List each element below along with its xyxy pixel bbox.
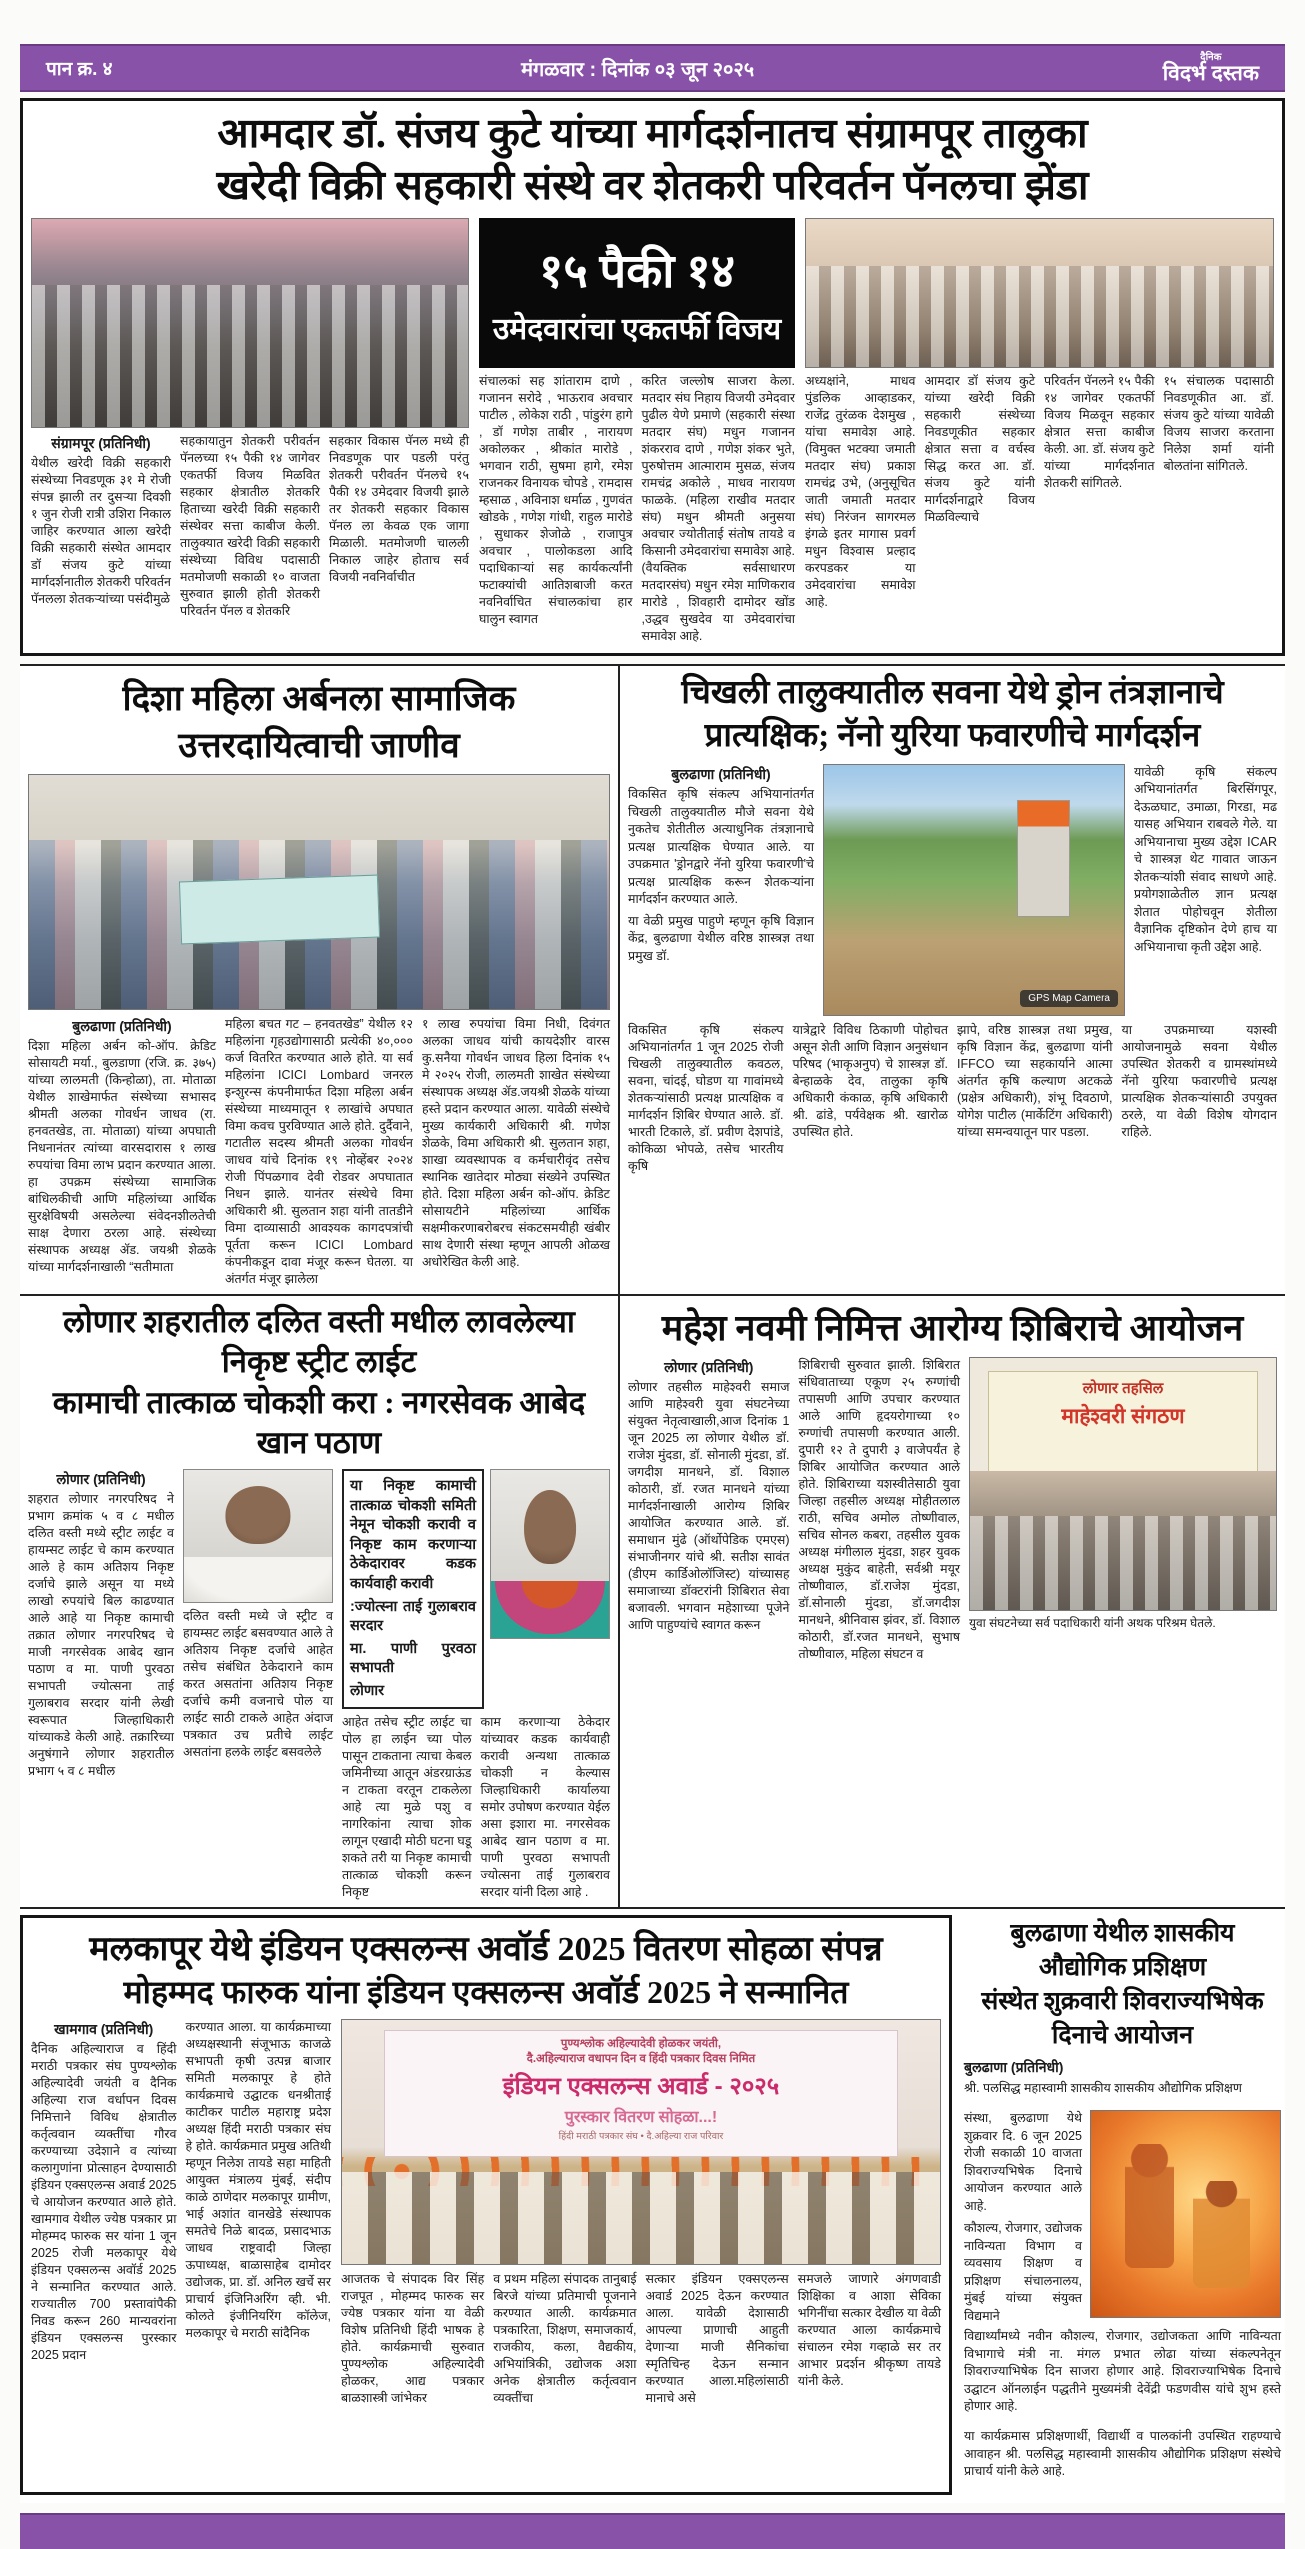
body-text: संस्था, बुलढाणा येथे शुक्रवार दि. 6 जून 2025 रोजी सकाळी 10 वाजता शिवराज्यभिषेक दिनाचे आयोजन करण्यात आले आहे. [964,2111,1082,2213]
body-column: अध्यक्षांने, माधव पुंडलिक आव्हाडकर, राजेंद्र तुरंळक देशमुख , यांचा समावेश आहे. (विमुक्त भटक्या जमाती मतदार संघ) प्रकाश रामचंद्र उभे, (अनुसूचित जाती जमाती मतदार संघ) निरंजन सागरमल इंगळे इतर मागास प्रवर्ग मधुन विश्वास प्रल्हाद करपडकर या उमेदवारांचा समावेश आहे. [805,373,916,609]
body-column: परिवर्तन पॅनलने १५ पैकी १४ जागेवर एकतर्फी विजय मिळवून सहकार क्षेत्रात सत्ता काबीज केली. आ. डॉ. संजय कुटे यांच्या मार्गदर्शनात शेतकरी सांगितले. [1044,373,1155,490]
body-text: दैनिक अहिल्याराज व हिंदी मराठी पत्रकार संघ पुण्यश्लोक अहिल्यादेवी जयंती व दैनिक अहिल्या राज वर्धापन दिवस निमित्ताने विविध क्षेत्रातील कर्तृत्ववान व्यक्तींचा गौरव करण्याच्या उदेशाने व त्यांच्या कलागुणांना प्रोत्साहन देण्यासाठी इंडियन एक्सएलन्स अवार्ड 2025 चे आयोजन करण्यात आले होते. खामगाव येथील ज्येष्ठ पत्रकार प्रा मोहम्मद फारुक सर यांना 1 जून 2025 रोजी मलकापूर येथे इंडियन एक्सलन्स अवॉर्ड 2025 ने सन्मानित करण्यात आले. राज्यातील 700 प्रस्तावांपैकी निवड करून 260 मान्यवरांना इंडियन एक्सलन्स पुरस्कार 2025 प्रदान [31,2042,177,2363]
article-street-light-complaint [20,1296,620,1907]
portrait-body [184,1557,332,1602]
page-number: पान क्र. ४ [46,59,113,80]
masthead [20,44,1285,92]
result-line2: उमेदवारांचा एकतर्फी विजय [492,313,782,347]
portrait-body [491,1581,609,1638]
body-column: १ लाख रुपयांचा विमा निधी, दिवंगत अलका जाधव यांची कायदेशीर वारस कु.सनैया गोवर्धन जाधव हिला दिनांक १५ मे २०२५ रोजी, लालमती शाखेत संस्थेच्या संस्थापक अध्यक्ष ॲड.जयश्री शेळके यांच्या हस्ते प्रदान करण्यात आला. यावेळी संस्थेचे मुख्य कार्यकारी अधिकारी श्री. गणेश शेळके, विमा अधिकारी श्री. सुलतान शहा, शाखा व्यवस्थापक व कर्मचारीवृंद तसेच स्थानिक खातेदार मोठ्या संख्येने उपस्थित होते. दिशा महिला अर्बन को-ऑप. क्रेडिट सोसायटीने महिलांच्या आर्थिक सक्षमीकरणाबरोबरच संकटसमयीही खंबीर साथ देणारी संस्था म्हणून आपली ओळख अधोरेखित केली आहे. [422,1016,610,1269]
article7-headline [964,1917,1281,2052]
article3-right-column: यावेळी कृषि संकल्प अभियानांतर्गत बिरसिंगपूर, देऊळघाट, उमाळा, गिरडा, मढ यासह अभियान राबवले गेले. या अभियानाचा मुख्य उद्देश ICAR चे शास्त्रज्ञ थेट गावात जाऊन शेतकऱ्यांशी संवाद साधणे आहे. प्रयोगशाळेतील ज्ञान प्रत्यक्ष शेतात पोहोचवून शेतीला वैज्ञानिक दृष्टिकोन देणे हाच या अभियानाचा कृती उद्देश आहे. [1134,764,1277,954]
body-text: विद्यार्थ्यांमध्ये नवीन कौशल्य, रोजगार, उद्योजकता आणि नाविन्यता विभागाचे मंत्री ना. मंगल प्रभात लोढा यांच्या संकल्पनेतून शिवराज्याभिषेक दिन साजरा होणार आहे. शिवराज्याभिषेक दिनाचे उद्घाटन ऑनलाईन पद्धतीने मुख्यमंत्री देवेंद्री फडणवीस यांचे शुभ हस्ते होणार आहे. [964,2329,1281,2414]
article1-center-columns [479,373,795,645]
body-column: झापे, वरिष्ठ शास्त्रज्ञ तथा प्रमुख, कृषि विज्ञान केंद्र, बुलढाणा यांनी IFFCO च्या सहकार्याने आत्मा अंतर्गत कृषि कल्याण अटकळे (प्रक्षेत्र अधिकारी), शंभू दिवठाणे, योगेश पाटील (मार्केटिंग अधिकारी) यांच्या समन्वयातून पार पडला. [957,1022,1113,1139]
brand-daily-label: दैनिक [1200,51,1222,63]
issue-date: मंगळवार : दिनांक ०३ जून २०२५ [521,58,755,81]
body-column: सहकार विकास पॅनल मध्ये ही निवडणूक पार पडली परंतु शेतकरी परीवर्तन पॅनलचे १५ पैकी १४ उमेदवार विजयी झाले तर शेतकरी सहकार विकास पॅनल ला केवळ एक जागा मिळाली. मतमोजणी चालली निकाल जाहेर होताच सर्व विजयी नवनिर्वाचीत [329,433,469,584]
photo-cheque-presentation [28,774,610,1010]
article2-dateline: बुलढाणा (प्रतिनिधी) [72,1017,172,1034]
photo-crowd-dusk [31,218,469,428]
footer-bar [20,2513,1285,2549]
article1-left-columns [31,433,469,620]
article4-bottom-columns [342,1714,610,1901]
article4-dateline: लोणार (प्रतिनिधी) [56,1471,146,1488]
quote-box [342,1469,484,1709]
banner-subtitle: पुरस्कार वितरण सोहळा...! [564,2109,718,2127]
article1-left-zone [31,218,469,645]
body-column [964,2110,1082,2325]
quote-author: :ज्योत्स्ना ताई गुलाबराव सरदार [350,1598,476,1635]
photo-victory-celebration [805,218,1274,368]
article5-dateline: लोणार (प्रतिनिधी) [664,1358,754,1375]
result-highlight-box [479,218,795,368]
photo-maheshwari-camp [969,1357,1277,1611]
body-column: विकसित कृषि संकल्प अभियानांतर्गत 1 जून 2025 रोजी चिखली तालुक्यातील कवठल, सवना, चांदई, घोडण या गावांमध्ये शेतकऱ्यांसाठी प्रत्यक्ष प्रात्यक्षिक व मार्गदर्शन शिबिर घेण्यात आले. डॉ. भारती टिकाले, डॉ. प्रवीण देशपांडे, कोकिळा भोपळे, तसेच भारतीय कृषि [628,1022,784,1173]
body-column [31,433,171,620]
article4-right-block [342,1469,610,1901]
body-text: या वेळी प्रमुख पाहुणे म्हणून कृषि विज्ञान केंद्र, बुलढाणा येथील वरिष्ठ शास्त्रज्ञ तथा प्रमुख डॉ. [628,913,814,963]
photo-people-band [970,1471,1276,1610]
article7-headline-line2: संस्थेत शुक्रवारी शिवराज्यभिषेक दिनाचे आयोजन [981,1987,1264,2049]
body-column [28,1016,216,1288]
camp-banner [988,1371,1257,1477]
photo-award-dais [341,2019,941,2265]
body-column: व प्रथम महिला संपादक तानुबाई बिरजे यांच्या प्रतिमाची पूजनाने करण्यात आली. कार्यक्रमात पत्रकारिता, शिक्षण, समाजकार्य, राजकीय, कला, वैद्यकीय, अभियांत्रिकी, उद्योजक अशा अनेक क्षेत्रातील कर्तृत्ववान व्यक्तींचा [493,2272,637,2406]
body-column: आमदार डॉ संजय कुटे यांच्या खरेदी विक्री सहकारी संस्थेच्या निवडणूकीत सहकार क्षेत्रात सत्ता व वर्चस्व सिद्ध करत आ. डॉ. संजय कुटे यांनी मार्गदर्शनाद्वारे विजय मिळविल्याचे [924,373,1035,524]
body-column: करित जल्लोष साजरा केला. मतदार संघ निहाय विजयी उमेदवार पुढील येणे प्रमाणे (सहकारी संस्था मतदार संघ) मधुन गजानन शंकरराव दाणे , गणेश शंकर भुते, पुरुषोत्तम आत्माराम मुसळ, संजय रामचंद्र अकोले , माधव नारायण फाळके. (महिला राखीव मतदार संघ) मधुन श्रीमती अनुसया अवचार ज्योतीताई संतोष तायडे व किसानी उमेदवारांचा समावेश आहे. (वैयक्तिक सर्वसाधारण मतदारसंघ) मधुन रमेश माणिकराव मारोडे , शिवहारी दामोदर खोंड ,उद्धव सुखदेव या उमेदवारांचा समावेश आहे. [641,373,795,643]
article6-left-columns [31,2019,331,2407]
article4-quote-row [342,1469,610,1709]
article-disha-mahila [20,666,620,1294]
body-text: श्री. पलसिद्ध महास्वामी शासकीय शासकीय औद्योगिक प्रशिक्षण [964,2081,1242,2096]
body-column: शिबिराची सुरुवात झाली. शिबिरात संधिवाताच्या एकूण २५ रुग्णांची तपासणी आणि उपचार करण्यात आले आणि हृदयरोगाच्या १० रुग्णांची तपासणी करण्यात आली. दुपारी १२ ते दुपारी ३ वाजेपर्यंत हे शिबिर आयोजित करण्यात आले होते. शिबिराच्या यशस्वीतेसाठी युवा जिल्हा तहसील अध्यक्ष मोहीतलाल राठी, सचिव अमोल तोष्णीवाल, सचिव सोनल कबरा, तहसील युवक अध्यक्ष मंगीलाल मुंदडा, शहर युवक अध्यक्ष मुकुंद बाहेती, सर्वश्री मयूर तोष्णीवाल, डॉ.राजेश मुंदडा, डॉ.सोनाली मुंदडा, डॉ.जगदीश मानधने, श्रीनिवास झंवर, डॉ. विशाल कोठारी, डॉ.रजत मानधने, सुभाष तोष्णीवाल, महिला संघटन व [798,1357,960,1661]
article3-bottom-columns [628,1022,1277,1175]
quote-author-title: मा. पाणी पुरवठा सभापती [350,1640,476,1677]
row-2 [20,664,1285,1296]
article2-columns [28,1016,610,1288]
article1-headline-line2: खरेदी विक्री सहकारी संस्थे वर शेतकरी परिवर्तन पॅनलचा झेंडा [216,162,1089,209]
body-column: यात्रेद्वारे विविध ठिकाणी पोहोचत असून शेती आणि विज्ञान अनुसंधान परिषद (भाकृअनुप) चे शास्त्रज्ञ डॉ. बेन्हाळके देव, तालुका कृषि अधिकारी कंकाळ, कृषि अधिकारी श्री. ढांडे, पर्यवेक्षक श्री. खारोळ उपस्थित होते. [792,1022,948,1139]
article6-right-block [341,2019,941,2407]
banner-title: इंडियन एक्सलन्स अवार्ड - २०२५ [502,2073,780,2101]
body-column: दलित वस्ती मध्ये जे स्ट्रीट व हायम्सट लाईट बसवण्यात आले ते अतिशय निकृष्ट दर्जाचे आहेत तसेच संबंधित ठेकेदाराने काम करत असतांना अतिशय निकृष्ट दर्जाचे कमी वजनाचे पोल या लाईट साठी टाकले आहेत अंदाज पत्रकात उच प्रतीचे लाईट असतांना हलके लाईट बसवलेले [183,1609,333,1760]
body-text: दिशा महिला अर्बन को-ऑप. क्रेडिट सोसायटी मर्या., बुलडाणा (रजि. क्र. ३७५) यांच्या लालमती (किन्होळा), ता. मोताळा येथील शाखेमार्फत संस्थेच्या सभासद श्रीमती अलका गोवर्धन जाधव (रा. हनवतखेड, ता. मोताळा) यांच्या अपघाती निधनानंतर त्यांच्या वारसदारास १ लाख रुपयांचा विमा लाभ प्रदान करण्यात आला. हा उपक्रम संस्थेच्या सामाजिक बांधिलकीची आणि महिलांच्या आर्थिक सुरक्षेविषयी असलेल्या संवेदनशीलतेची साक्ष देणारा ठरला आहे. संस्थेच्या संस्थापक अध्यक्ष ॲड. जयश्री शेळके यांच्या मार्गदर्शनाखाली “सतीमाता [28,1038,216,1274]
article4-headline [28,1302,610,1463]
article6-headline-line1: मलकापूर येथे इंडियन एक्सलन्स अवॉर्ड 2025 वितरण सोहळा संपन्न [89,1931,883,1969]
body-column [628,1357,790,1663]
article7-dateline: बुलढाणा (प्रतिनिधी) [964,2059,1064,2076]
banner-line1: पुण्यश्लोक अहिल्यादेवी होळकर जयंती, [560,2038,722,2051]
article2-headline: दिशा महिला अर्बनला सामाजिक उत्तरदायित्वाची जाणीव [122,678,516,765]
body-column: महिला बचत गट – हनवतखेड” येथील १२ महिलांना गृहउद्योगासाठी प्रत्येकी ४०,००० कर्ज वितरित करण्यात आले होते. या सर्व महिलांना ICICI Lombard जनरल इन्शुरन्स कंपनीमार्फत दिशा महिला अर्बन संस्थेच्या माध्यमातून १ लाखांचे अपघात विमा कवच पुरविण्यात आले होते. दुर्दैवाने, गटातील सदस्य श्रीमती अलका गोवर्धन जाधव यांचे दिनांक १९ नोव्हेंबर २०२४ रोजी पिंपळगाव देवी रोडवर अपघातात निधन झाले. यानंतर संस्थेचे विमा अधिकारी श्री. सुलतान शहा यांनी तातडीने विमा दाव्यासाठी आवश्यक कागदपत्रांची पूर्तता करून ICICI Lombard कंपनीकडून दावा मंजूर करून घेतला. या अंतर्गत मंजूर झालेला [225,1016,413,1286]
body-column [31,2019,177,2407]
photo-field-drone-demo [823,764,1125,1016]
article-indian-excellence-award [20,1915,952,2495]
article6-bottom-columns [341,2271,941,2407]
body-text: लोणार तहसील माहेश्वरी समाज आणि माहेश्वरी युवा संघटनेच्या संयुक्त नेतृत्वाखाली,आज दिनांक 1 जून 2025 ला लोणार येथील डॉ. राजेश मुंदडा, डॉ. सोनाली मुंदडा, डॉ. जगदीश मानधने, डॉ. विशाल कोठारी, डॉ. रजत मानधने यांच्या मार्गदर्शनाखाली आरोग्य शिबिर आयोजित करण्यात आले. डॉ. समाधान मुंढे (ऑर्थोपेडिक एमएस) संभाजीनगर यांचे श्री. सतीश सावंत (डीएम कार्डिओलॉजिस्ट) यांच्यासह समाजाच्या डॉक्टरांनी शिबिरात सेवा बजावली. भगवान महेशाच्या पूजेने आणि पाहुण्यांचे स्वागत करून [628,1379,790,1632]
photo-caption: युवा संघटनेच्या सर्व पदाधिकारी यांनी अथक परिश्रम घेतले. [969,1615,1216,1630]
article3-headline [628,672,1277,758]
article6-headline-line2: मोहम्मद फारुक यांना इंडियन एक्सलन्स अवॉर्ड 2025 ने सन्मानित [123,1974,849,2011]
quote-author-place: लोणार [350,1682,385,1699]
cheque-prop [179,874,380,944]
article1-dateline: संग्रामपूर (प्रतिनिधी) [51,434,151,451]
article3-headline-line2: प्रात्यक्षिक; नॅनो युरिया फवारणीचे मार्गदर्शन [704,717,1201,754]
body-text: शहरात लोणार नगरपरिषद ने प्रभाग क्रमांक ५ व ८ मधील दलित वस्ती मध्ये स्ट्रीट लाईट व हायम्सट लाईट चे काम करण्यात आले हे काम अतिशय निकृष्ट दर्जाचे झाले असून या मध्ये लाखो रुपयांचे बिल काढण्यात आले आहे या निकृष्ट कामाची तक्रात लोणार नगरपरिषद चे माजी नगरसेवक आबेद खान पठाण व मा. पाणी पुरवठा सभापती ज्योत्सना ताई गुलाबराव सरदार यांनी लेखी स्वरूपात जिल्हाधिकारी यांच्याकडे केली आहे. तक्रारिच्या अनुषंगाने लोणार शहरातील प्रभाग ५ व ८ मधील [28,1492,174,1779]
newspaper-brand [1163,53,1259,84]
row-3 [20,1296,1285,1909]
award-banner [384,2030,898,2157]
banner-line2: दै.अहिल्याराज वधापन दिन व हिंदी पत्रकार दिवस निमित [526,2053,756,2066]
dais-table [342,2172,940,2265]
body-column: या उपक्रमाच्या यशस्वी आयोजनामुळे सवना येथील उपस्थित शेतकरी व ग्रामस्थांमध्ये नॅनो युरिया फवारणीचे प्रत्यक्ष प्रात्यक्षिक शेतकऱ्यांसाठी उपयुक्त ठरले, या वेळी विशेष योगदान राहिले. [1121,1022,1277,1139]
body-text: येथील खरेदी विक्री सहकारी संस्थेच्या निवडणूक ३१ मे रोजी संपन्न झाली तर दुसऱ्या दिवशी १ जुन रोजी रात्री उशिरा निकाल जाहिर करण्यात आला खरेदी विक्री सहकारी संस्थेत आमदार डॉ संजय कुटे यांच्या मार्गदर्शनातील शेतकरी परिवर्तन पॅनलला शेतकऱ्यांच्या पसंदीमुळे [31,455,171,606]
result-line1: १५ पैकी १४ [538,246,736,299]
gps-map-camera-badge: GPS Map Camera [1020,990,1118,1007]
body-column: करण्यात आला. या कार्यक्रमाच्या अध्यक्षस्थानी संजूभाऊ काजळे सभापती कृषी उत्पन्न बाजार समिती मलकापूर हे होते कार्यक्रमाचे उद्घाटक धनश्रीताई काटीकर पाटील महाराष्ट्र प्रदेश अध्यक्ष हिंदी मराठी पत्रकार संघ हे होते. कार्यक्रमात प्रमुख अतिथी म्हणून निलेश तायडे सहा माहिती आयुक्त मंत्रालय मुंबई, संदीप काळे ठाणेदार मलकापूर ग्रामीण, भाई अशांत वानखेडे संस्थापक समतेचे निळे बादळ, प्रसादभाऊ जाधव राष्ट्रवादी जिल्हा ऊपाध्यक्ष, बाळासाहेब दामोदर उद्योजक, प्रा. डॉ. अनिल खर्चे सर प्राचार्य इंजिनिअरिंग व्ही. भी. कोलते इंजीनियरिंग कॉलेज, मलकापूर चे मराठी सांदैनिक [185,2020,331,2341]
body-column [28,1469,174,1901]
article3-lead-column [628,764,814,1016]
body-column: १५ संचालक पदासाठी निवडणूकीत आ. डॉ. संजय कुटे यांच्या यावेळी विजय साजरा करताना निलेश शर्मा यांनी बोलतांना सांगितले. [1163,373,1274,473]
article1-center-zone [479,218,795,645]
body-column: आजतक चे संपादक विर सिंह राजपूत , मोहम्मद फारुक सर ज्येष्ठ पत्रकार यांना या वेळी विशेष प्रतिनिधी हिंदी भाषक हे होते. कार्यक्रमाची सुरुवात पुण्यश्लोक अहिल्यादेवी होळकर, आद्य पत्रकार बाळशास्त्री जांभेकर [341,2272,485,2406]
article5-headline: महेश नवमी निमित्त आरोग्य शिबिराचे आयोजन [661,1307,1244,1348]
quote-text: या निकृष्ट कामाची तात्काळ चोकशी समिती नेमून चोकशी करावी व निकृष्ट काम करणाऱ्या ठेकेदारावर कडक कार्यवाही करावी [350,1478,476,1592]
banner-line1: लोणार तहसिल [1082,1379,1164,1397]
article1-headline-line1: आमदार डॉ. संजय कुटे यांच्या मार्गदर्शनातच संग्रामपूर तालुका [217,110,1088,156]
article6-dateline: खामगाव (प्रतिनिधी) [54,2021,154,2038]
article-iti-shivrajyabhishek [960,1915,1285,2495]
figure-priest [1125,2144,1174,2268]
banner-footer: हिंदी मराठी पत्रकार संघ • दै.अहिल्या राज परिवार [558,2131,724,2143]
figure-shivaji [1193,2181,1250,2288]
article-drone-demo [620,666,1285,1294]
article3-dateline: बुलढाणा (प्रतिनिधी) [671,765,771,782]
body-column: काम करणाऱ्या ठेकेदार यांच्यावर कडक कार्यवाही करावी अन्यथा तात्काळ चोकशी न केल्यास जिल्हाधिकारी कार्यालया समोर उपोषण करण्यात येईल असा इशारा मा. नगरसेवक आबेद खान पठाण व मा. पाणी पुरवठा सभापती ज्योत्सना ताई गुलाबराव सरदार यांनी दिला आहे . [480,1715,610,1900]
article7-headline-line1: बुलढाणा येथील शासकीय औद्योगिक प्रशिक्षण [1010,1920,1235,1982]
portrait-abed-khan-pathan [183,1469,333,1603]
row-4 [20,1909,1285,2503]
building-in-photo [1017,800,1070,917]
portrait-head [225,1486,290,1544]
body-column: सहकायातुन शेतकरी परीवर्तन पॅनलच्या १५ पैकी १४ जागेवर एकतर्फी विजय मिळवित सहकार क्षेत्रातील शेतकरि हिताच्या खरेदी विक्री सहकारी संस्थेवर सत्ता काबीज केली. तालुक्यात खरेदी विक्री सहकारी संस्थेच्या विविध पदासाठी मतमोजणी सकाळी १० वाजता सुरुवात झाली होती शेतकरी परिवर्तन पॅनल व शेतकरि [180,433,320,618]
body-text: कौशल्य, रोजगार, उद्योजक नाविन्यता विभाग व व्यवसाय शिक्षण व प्रशिक्षण संचालनालय, मुंबई यांच्या संयुक्त विद्यमाने [964,2221,1082,2323]
body-text: विकसित कृषि संकल्प अभियानांतर्गत चिखली तालुक्यातील मौजे सवना येथे नुकतेच शेतीतील अत्याधुनिक तंत्रज्ञानाचे प्रत्यक्ष प्रात्यक्षिक घेण्यात आले. या उपक्रमात 'ड्रोनद्वारे नॅनो युरिया फवारणी'चे प्रत्यक्ष प्रात्यक्षिक करून शेतकऱ्यांना मार्गदर्शन करण्यात आले. [628,787,814,907]
article4-headline-line1: लोणार शहरातील दलित वस्ती मधील लावलेल्या निकृष्ट स्ट्रीट लाईट [63,1303,575,1380]
body-column: आहेत तसेच स्ट्रीट लाईट चा पोल हा लाईन च्या पोल पासून टाकताना त्याचा केबल जमिनीच्या आतून अंडरग्राऊंड न टाकता वरतून टाकलेला आहे त्या मुळे पशु व नागरिकांना त्याचा शोक लागून एखादी मोठी घटना घडू शकते तरी या निकृष्ट कामाची तात्काळ चोकशी करून निकृष्ट [342,1715,472,1900]
article4-headline-line2: कामाची तात्काळ चोकशी करा : नगरसेवक आबेद खान पठाण [52,1384,586,1460]
body-column: संचालकां सह शांताराम दाणे , गजानन सरोदे , भाऊराव अवचार पाटील , लोकेश राठी , पांडुरंग हागे , डॉ गणेश ताबीर , नारायण अकोलकर , श्रीकांत मारोडे , भगवान राठी, सुषमा हागे, रमेश राजनकर विनायक चोपडे , रामदास म्हसाळ , अविनाश धर्माळ , गुणवंत खोडके , गणेश गांधी, राहुल मारोडे , सुधाकर शेजोळे , राजापुत्र अवचार , पालोकडला आदि पदाधिकाऱ्यां सह कार्यकर्त्यांनी फटाक्यांची आतिशबाजी करत नवनिर्वाचित संचालकांचा हार घालुन स्वागत [479,373,633,626]
banner-line2: माहेश्वरी संगठण [1061,1404,1185,1428]
body-text: या कार्यक्रमास प्रशिक्षणार्थी, विद्यार्थी व पालकांनी उपस्थित राहण्याचे आवाहन श्री. पलसिद्ध महास्वामी शासकीय औद्योगिक प्रशिक्षण संस्थेचे प्राचार्य यांनी केले आहे. [964,2429,1281,2479]
portrait-head [524,1490,576,1564]
body-column: सत्कार इंडियन एक्सएलन्स अवार्ड 2025 देऊन करण्यात आला. यावेळी देशासाठी आपल्या प्राणाची आहुती देणाऱ्या माजी सैनिकांचा स्मृतिचिन्ह देऊन सन्मान करण्यात आला.महिलांसाठी मानाचे असे [645,2272,789,2406]
article1-right-columns [805,373,1274,611]
article-mahesh-navami-health-camp [620,1296,1285,1907]
illustration-shivrajyabhishek [1090,2110,1281,2318]
article4-col2 [183,1469,333,1901]
portrait-jyotsna-sardar [490,1469,610,1639]
article3-headline-line1: चिखली तालुक्यातील सवना येथे ड्रोन तंत्रज्ञानाचे [681,674,1224,711]
body-column: समजले जाणारे अंगणवाडी शिक्षिका व आशा सेविका भगिनींचा सत्कार देखील या वेळी करण्यात आला कार्यक्रमाचे संचालन रमेश गव्हाळे सर तर आभार प्रदर्शन श्रीकृष्ण तायडे यांनी केले. [797,2272,941,2389]
article1-right-zone [805,218,1274,645]
article1-headline [31,107,1274,212]
brand-name: विदर्भ दस्तक [1162,61,1259,85]
article-sangrampur-election [20,98,1285,656]
article5-photo-block [969,1357,1277,1663]
